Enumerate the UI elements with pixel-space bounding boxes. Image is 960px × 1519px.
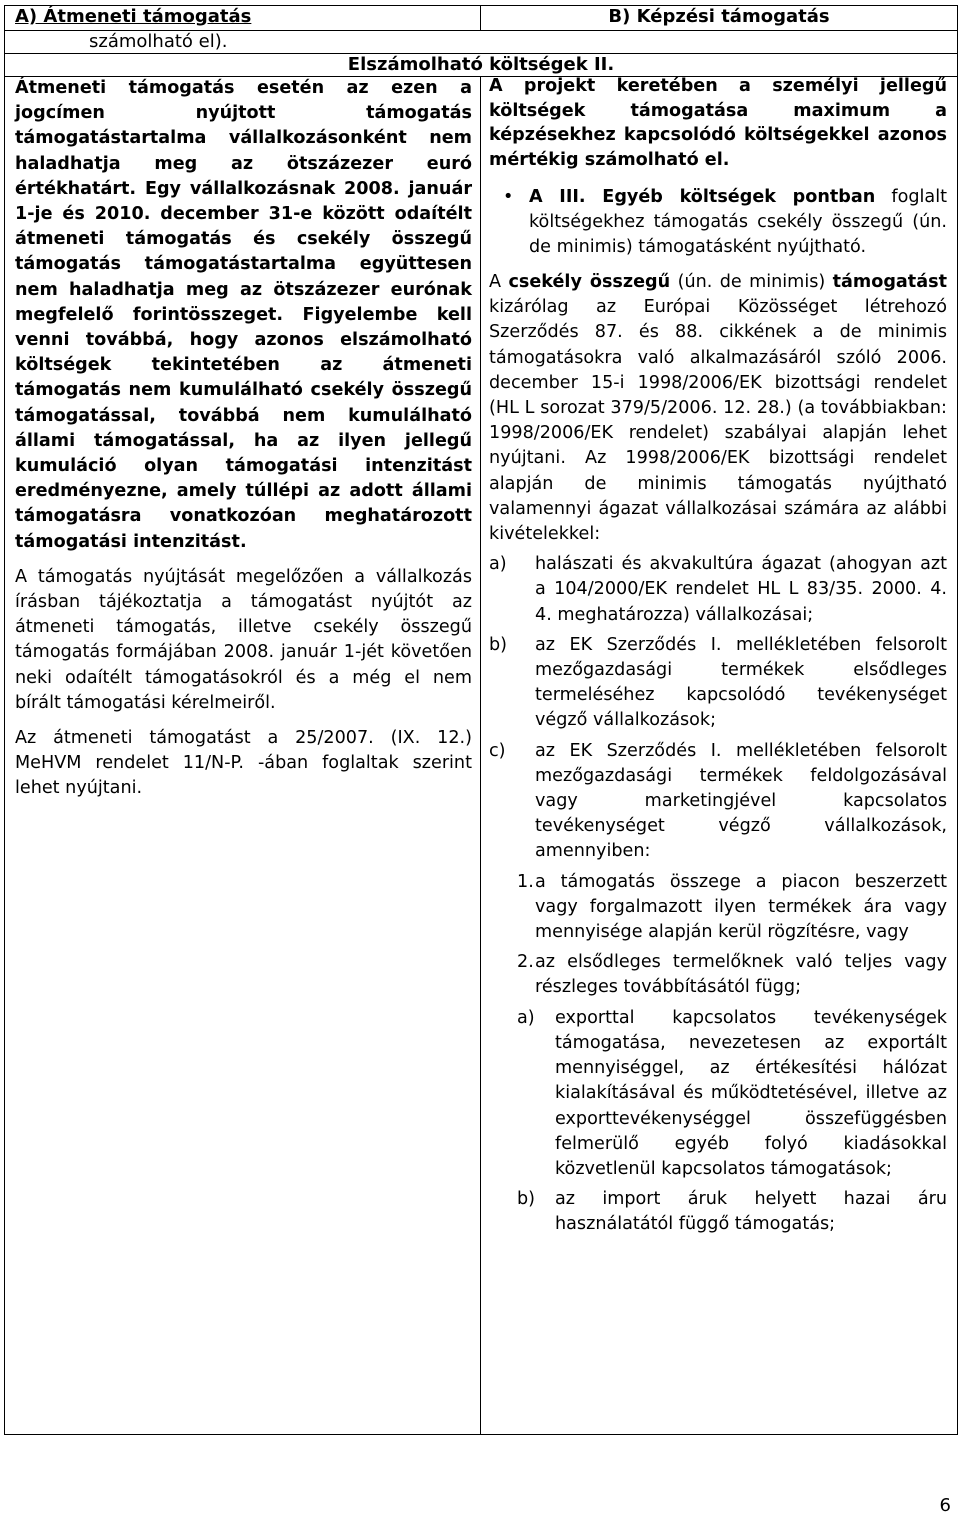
bullet-bold: A III. Egyéb költségek pontban: [529, 187, 876, 207]
carry-over-text: számolható el).: [5, 31, 958, 54]
left-p1-part-b: Figyelembe kell venni továbbá, hogy azonos elszámolható költségek tekintetében az átmeneti támogatás nem kumulálható csekély összegű támogatással, továbbá nem kumulálható állami támogatással, ha az ilyen jellegű kumuláció olyan támogatási intenzitást eredményezne, amely túllépi az adott állami támogatásra vonatkozóan meghatározott támogatási intenzitást.: [15, 304, 472, 552]
nested-list-text: az import áruk helyett hazai áru használatától függő támogatás;: [555, 1189, 947, 1235]
right-column: [481, 77, 958, 1435]
list-text: az EK Szerződés I. mellékletében felsorolt mezőgazdasági termékek elsődleges termeléséhez kapcsolódó tevékenységet végző vállalkozások;: [535, 634, 947, 731]
left-paragraph-1: [15, 76, 472, 555]
list-item: [489, 633, 947, 734]
nested-list-text: exporttal kapcsolatos tevékenységek támogatása, nevezetesen az exportált mennyiséggel, az értékesítési hálózat kialakításával és működtetésével, illetve az exporttevékenységgel összefüggésben felmerülő egyéb folyó kiadásokkal közvetlenül kapcsolatos támogatások;: [555, 1007, 947, 1179]
bullet-text: [529, 185, 947, 260]
left-column-title: A) Átmeneti támogatás: [5, 6, 481, 31]
right-paragraph-2: [489, 270, 947, 547]
sub-list-item: [489, 870, 947, 946]
sub-list-item: [489, 950, 947, 1000]
right-paragraph-1: A projekt keretében a személyi jellegű költségek támogatása maximum a képzésekhez kapcsolódó költségekkel azonos mértékig számolható el.: [489, 76, 947, 170]
left-paragraph-3: Az átmeneti támogatást a 25/2007. (IX. 12.) MeHVM rendelet 11/N-P. -ában foglaltak szerint lehet nyújtani.: [15, 728, 472, 799]
p2-lead: A: [489, 272, 509, 292]
sub-list-text: a támogatás összege a piacon beszerzett vagy forgalmazott ilyen termékek ára vagy mennyisége alapján kerül rögzítésre, vagy: [535, 871, 947, 943]
left-p1-part-a: Átmeneti támogatás esetén az ezen a jogcímen nyújtott támogatás támogatástartalma vállalkozásonként nem haladhatja meg az ötszázezer euró értékhatárt. Egy vállalkozásnak 2008. január 1-je és 2010. december 31-e között odaítélt átmeneti támogatás és csekély összegű támogatás támogatástartalma együttesen nem haladhatja meg az ötszázezer eurónak megfelelő forintösszeget.: [15, 78, 472, 325]
p2-rest: kizárólag az Európai Közösséget létrehozó Szerződés 87. és 88. cikkének a de minimis támogatásokra való alkalmazásáról szóló 2006. december 15-i 1998/2006/EK bizottsági rendelet (HL L sorozat 379/5/2006. 12. 28.) (a továbbiakban: 1998/2006/EK rendelet) szabályai alapján lehet nyújtani. Az 1998/2006/EK bizottsági rendelet alapján de minimis támogatás nyújtható valamennyi ágazat vállalkozásai számára az alábbi kivételekkel:: [489, 297, 947, 545]
list-marker: a): [489, 554, 507, 575]
p2-bold-2: támogatást: [832, 272, 947, 292]
list-marker: b): [489, 634, 508, 655]
sub-list-marker: 1.: [517, 871, 534, 892]
right-column-title: B) Képzési támogatás: [481, 6, 958, 31]
left-column: [5, 77, 481, 1435]
content-table: [4, 5, 958, 1435]
bullet-rest: foglalt költségekhez támogatás csekély összegű (ún. de minimis) támogatásként nyújtható.: [529, 187, 948, 257]
section-title: Elszámolható költségek II.: [5, 54, 958, 77]
nested-list-marker: b): [517, 1189, 536, 1210]
list-item: [489, 552, 947, 628]
p2-bold-1: csekély összegű: [508, 272, 671, 292]
sub-list-text: az elsődleges termelőknek való teljes vagy részleges továbbításától függ;: [535, 952, 947, 998]
sub-list-marker: 2.: [517, 952, 534, 973]
nested-list-item: [489, 1187, 947, 1237]
bullet-mark: •: [503, 187, 514, 207]
list-marker: c): [489, 740, 506, 761]
p2-mid: (ún. de minimis): [670, 272, 833, 292]
nested-list-marker: a): [517, 1007, 535, 1028]
page-number: 6: [939, 1495, 951, 1516]
list-text: halászati és akvakultúra ágazat (ahogyan azt a 104/2000/EK rendelet HL L 83/35. 2000. 4. 4. meghatározza) vállalkozásai;: [535, 554, 947, 625]
left-paragraph-2: A támogatás nyújtását megelőzően a vállalkozás írásban tájékoztatja a támogatást nyújtót az átmeneti támogatás, illetve csekély összegű támogatás formájában 2008. január 1-jét követően neki odaítélt támogatásokról és a még el nem bírált támogatási kérelmeiről.: [15, 566, 472, 713]
list-item: [489, 739, 947, 865]
nested-list-item: [489, 1006, 947, 1182]
document-page: [4, 5, 957, 1435]
list-text: az EK Szerződés I. mellékletében felsorolt mezőgazdasági termékek feldolgozásával vagy marketingjével kapcsolatos tevékenységet végző vállalkozások, amennyiben:: [535, 740, 947, 862]
bullet-item: [489, 185, 947, 260]
